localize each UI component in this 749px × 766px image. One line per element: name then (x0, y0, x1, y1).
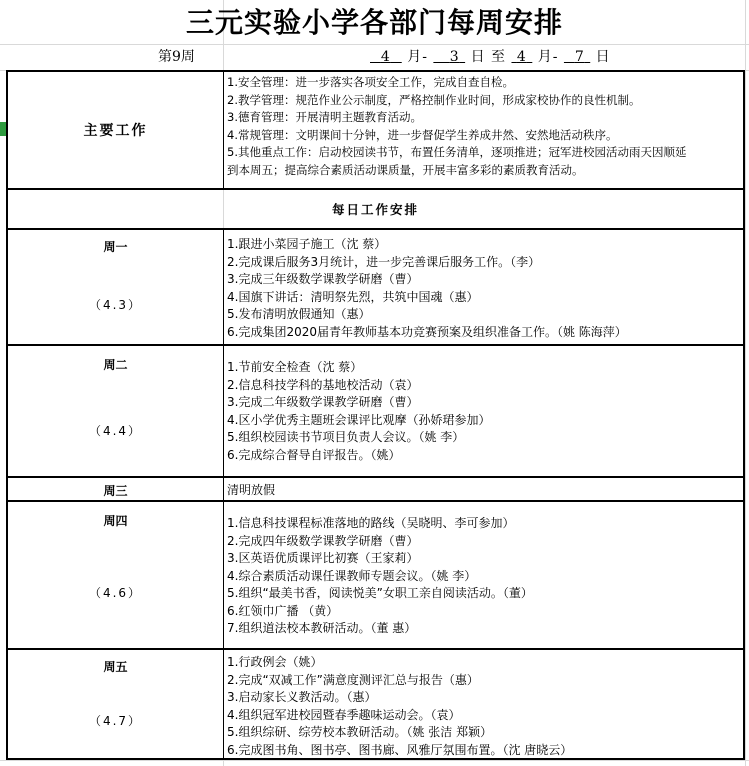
day-label-cell (7, 501, 224, 649)
list-item: 6.完成图书角、图书亭、图书廊、风雅厅氛围布置。（沈 唐晓云） (227, 742, 573, 757)
list-item: 4.区小学优秀主题班会课评比观摩（孙娇珺参加） (227, 412, 491, 427)
month-char: 月 (407, 49, 423, 65)
list-item: 6.红领巾广播 （黄） (227, 603, 339, 618)
list-item: 1.行政例会（姚） (227, 655, 323, 669)
week-row (0, 44, 749, 70)
day-label-cell (7, 345, 224, 477)
list-item: 4.组织冠军进校园暨春季趣味运动会。（袁） (227, 707, 461, 722)
page-title: 三元实验小学各部门每周安排 (185, 6, 563, 39)
list-item: 3.完成二年级数学课教学研磨（曹） (227, 395, 419, 409)
main-work-item: 1.安全管理：进一步落实各项安全工作，完成自查自检。 (227, 75, 514, 89)
list-item: 4.国旗下讲话：清明祭先烈，共筑中国魂（惠） (227, 289, 479, 304)
main-work-item: 3.德育管理：开展清明主题教育活动。 (227, 110, 422, 124)
list-item: 5.组织综研、综劳校本教研活动。（姚 张洁 郑颖） (227, 725, 493, 739)
day-name: 周五 (103, 660, 128, 674)
day-label-cell (7, 649, 224, 759)
list-item: 7.组织道法校本教研活动。（董 惠） (227, 621, 417, 635)
day-date: （4.6） (88, 586, 143, 600)
day-name: 周四 (103, 514, 128, 528)
day-char: 日 (595, 49, 611, 65)
list-item: 2.完成“双减工作”满意度测评汇总与报告（惠） (227, 672, 479, 687)
gridline (0, 760, 749, 761)
dash: - (552, 49, 559, 65)
list-item: 5.组织校园读书节项目负责人会议。（姚 李） (227, 430, 465, 444)
list-item: 4.综合素质活动课任课教师专题会议。（姚 李） (227, 568, 477, 583)
main-work-item: 到本周五；提高综合素质活动课质量，开展丰富多彩的素质教育活动。 (227, 162, 584, 177)
list-item: 6.完成综合督导自评报告。（姚） (227, 447, 401, 462)
list-item: 2.信息科技学科的基地校活动（袁） (227, 377, 419, 392)
end-day: 7 (574, 49, 585, 65)
day-date: （4.4） (88, 424, 143, 438)
list-item: 3.完成三年级数学课教学研磨（曹） (227, 272, 419, 286)
day-content (223, 649, 744, 759)
end-month: 4 (516, 49, 527, 65)
list-item: 2.完成四年级数学课教学研磨（曹） (227, 533, 419, 548)
week-label: 第9周 (158, 49, 195, 65)
list-item: 1.节前安全检查（沈 蔡） (227, 360, 363, 374)
day-date: （4.3） (88, 298, 143, 312)
daily-schedule-header: 每日工作安排 (7, 189, 744, 229)
start-month: 4 (380, 49, 391, 65)
day-name: 周二 (103, 358, 128, 372)
day-name: 周三 (103, 484, 128, 498)
start-day: 3 (449, 49, 460, 65)
day-content (223, 345, 744, 477)
day-date: （4.7） (88, 714, 143, 728)
main-work-label: 主要工作 (7, 71, 224, 189)
day-content (223, 477, 744, 501)
main-work-item: 2.教学管理：规范作业公示制度，严格控制作业时间，形成家校协作的良性机制。 (227, 92, 641, 107)
list-item: 5.发布清明放假通知（惠） (227, 307, 371, 321)
gridline (745, 0, 746, 766)
list-item: 3.区英语优质课评比初赛（王家莉） (227, 551, 419, 565)
to-char: 至 (491, 49, 507, 65)
main-work-item: 4.常规管理：文明课间十分钟，进一步督促学生养成井然、安然地活动秩序。 (227, 127, 618, 142)
date-range (370, 44, 611, 70)
list-item: 5.组织“最美书香，阅读悦美”女职工亲自阅读活动。（董） (227, 586, 533, 600)
dash: - (422, 49, 428, 65)
main-work-content (223, 71, 744, 189)
list-item: 3.启动家长义教活动。（惠） (227, 690, 377, 704)
list-item: 6.完成集团2020届青年教师基本功竞赛预案及组织准备工作。（姚 陈海萍） (227, 324, 627, 339)
list-item: 清明放假 (227, 483, 276, 497)
day-name: 周一 (103, 240, 128, 254)
day-label-cell (7, 229, 224, 345)
main-work-item: 5.其他重点工作：启动校园读书节，布置任务清单，逐项推进；冠军进校园活动雨天因顺延 (227, 145, 687, 159)
day-content (223, 501, 744, 649)
month-char: 月 (537, 49, 553, 65)
day-label-cell (7, 477, 224, 501)
day-char: 日 (470, 49, 486, 65)
day-content (223, 229, 744, 345)
list-item: 2.完成课后服务3月统计，进一步完善课后服务工作。（李） (227, 254, 541, 269)
list-item: 1.信息科技课程标准落地的路线（吴晓明、李可参加） (227, 516, 515, 530)
list-item: 1.跟进小菜园子施工（沈 蔡） (227, 237, 387, 251)
